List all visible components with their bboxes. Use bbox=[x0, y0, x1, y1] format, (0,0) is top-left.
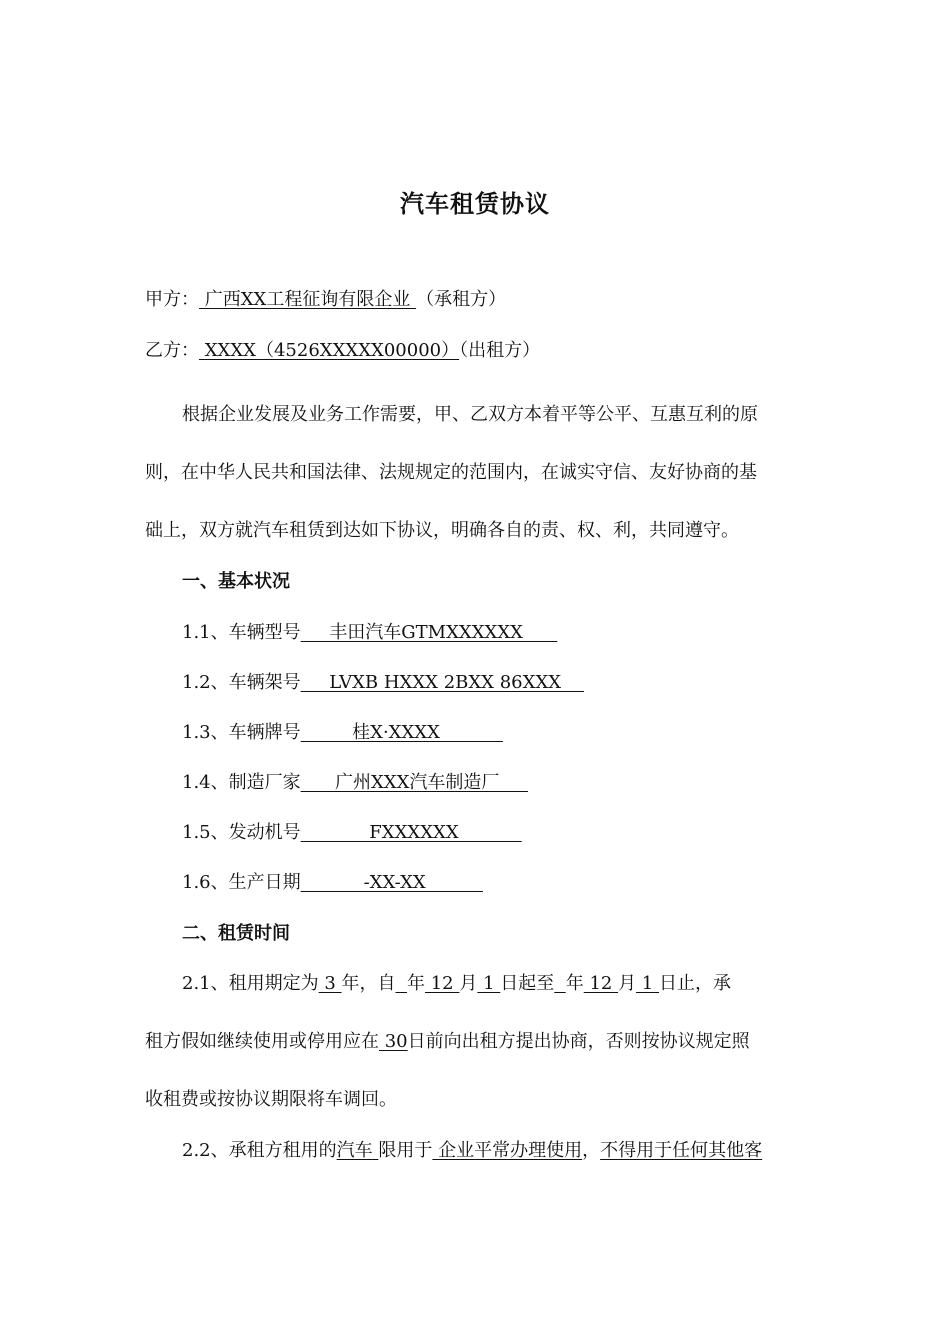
item-value: 桂X·XXXX bbox=[300, 722, 503, 743]
item-label: 1.2、车辆架号 bbox=[182, 672, 301, 693]
item-label: 1.1、车辆型号 bbox=[182, 622, 301, 643]
clause-text: 年，自 bbox=[341, 973, 396, 994]
years-value: 3 bbox=[318, 973, 342, 994]
clause-text: 月 bbox=[459, 973, 478, 994]
item-value: FXXXXXX bbox=[300, 822, 522, 843]
notice-days-value: 30 bbox=[379, 1031, 408, 1052]
section-2-heading: 二、租赁时间 bbox=[182, 923, 290, 944]
clause-text: 租方假如继续使用或停用应在 bbox=[145, 1031, 379, 1052]
clause-text: 年 bbox=[407, 973, 425, 994]
end-day-value: 1 bbox=[636, 973, 659, 994]
usage-scope: 企业平常办理使用 bbox=[432, 1140, 583, 1161]
party-b-line bbox=[145, 338, 540, 364]
clause-2-1-line-1 bbox=[182, 971, 731, 997]
section-1-heading: 一、基本状况 bbox=[182, 571, 290, 592]
clause-text: 月 bbox=[618, 973, 637, 994]
intro-line-1: 根据企业发展及业务工作需要，甲、乙双方本着平等公平、互惠互利的原 bbox=[182, 404, 758, 425]
item-value: -XX-XX bbox=[300, 872, 483, 893]
item-label: 1.6、生产日期 bbox=[182, 872, 301, 893]
item-value: 丰田汽车GTMXXXXXX bbox=[300, 622, 558, 643]
party-a-label: 甲方： bbox=[145, 289, 199, 310]
start-month-value: 12 bbox=[425, 973, 460, 994]
clause-text: 年 bbox=[565, 973, 584, 994]
clause-text: 2.2、承租方租用的 bbox=[182, 1140, 337, 1161]
party-b-name: XXXX（4526XXXXX00000） bbox=[199, 340, 460, 361]
item-label: 1.3、车辆牌号 bbox=[182, 722, 301, 743]
intro-line-2: 则，在中华人民共和国法律、法规规定的范围内，在诚实守信、友好协商的基 bbox=[145, 462, 757, 483]
party-a-line bbox=[145, 287, 506, 313]
party-a-name: 广西XX工程征询有限企业 bbox=[199, 289, 417, 310]
clause-text: 2.1、租用期定为 bbox=[182, 973, 319, 994]
rented-item: 汽车 bbox=[336, 1140, 379, 1161]
item-label: 1.4、制造厂家 bbox=[182, 772, 301, 793]
end-month-value: 12 bbox=[583, 973, 619, 994]
intro-line-3: 础上，双方就汽车租赁到达如下协议，明确各自的责、权、利，共同遵守。 bbox=[145, 520, 739, 541]
clause-text: 日前向出租方提出协商，否则按协议规定照 bbox=[407, 1031, 750, 1052]
clause-text: ， bbox=[582, 1140, 601, 1161]
restriction-text: 不得用于任何其他客 bbox=[600, 1140, 763, 1161]
clause-2-1-line-3: 收租费或按协议期限将车调回。 bbox=[145, 1089, 397, 1110]
document-title: 汽车租赁协议 bbox=[400, 189, 550, 218]
start-day-value: 1 bbox=[477, 973, 501, 994]
basic-item bbox=[182, 870, 483, 896]
item-label: 1.5、发动机号 bbox=[182, 822, 301, 843]
basic-item bbox=[182, 670, 584, 696]
end-year-blank bbox=[554, 973, 565, 994]
party-b-label: 乙方： bbox=[145, 340, 199, 361]
clause-2-2-line-1 bbox=[182, 1138, 762, 1164]
start-year-blank bbox=[396, 973, 407, 994]
basic-item bbox=[182, 820, 522, 846]
party-b-role: （出租方） bbox=[459, 340, 541, 361]
basic-item bbox=[182, 720, 503, 746]
item-value: 广州XXX汽车制造厂 bbox=[300, 772, 529, 793]
clause-2-1-line-2 bbox=[145, 1029, 750, 1055]
basic-item bbox=[182, 770, 528, 796]
basic-item bbox=[182, 620, 557, 646]
clause-text: 限用于 bbox=[378, 1140, 433, 1161]
item-value: LVXB HXXX 2BXX 86XXX bbox=[300, 672, 584, 693]
clause-text: 日止，承 bbox=[658, 973, 731, 994]
party-a-role: （承租方） bbox=[416, 289, 507, 310]
clause-text: 日起至 bbox=[500, 973, 555, 994]
